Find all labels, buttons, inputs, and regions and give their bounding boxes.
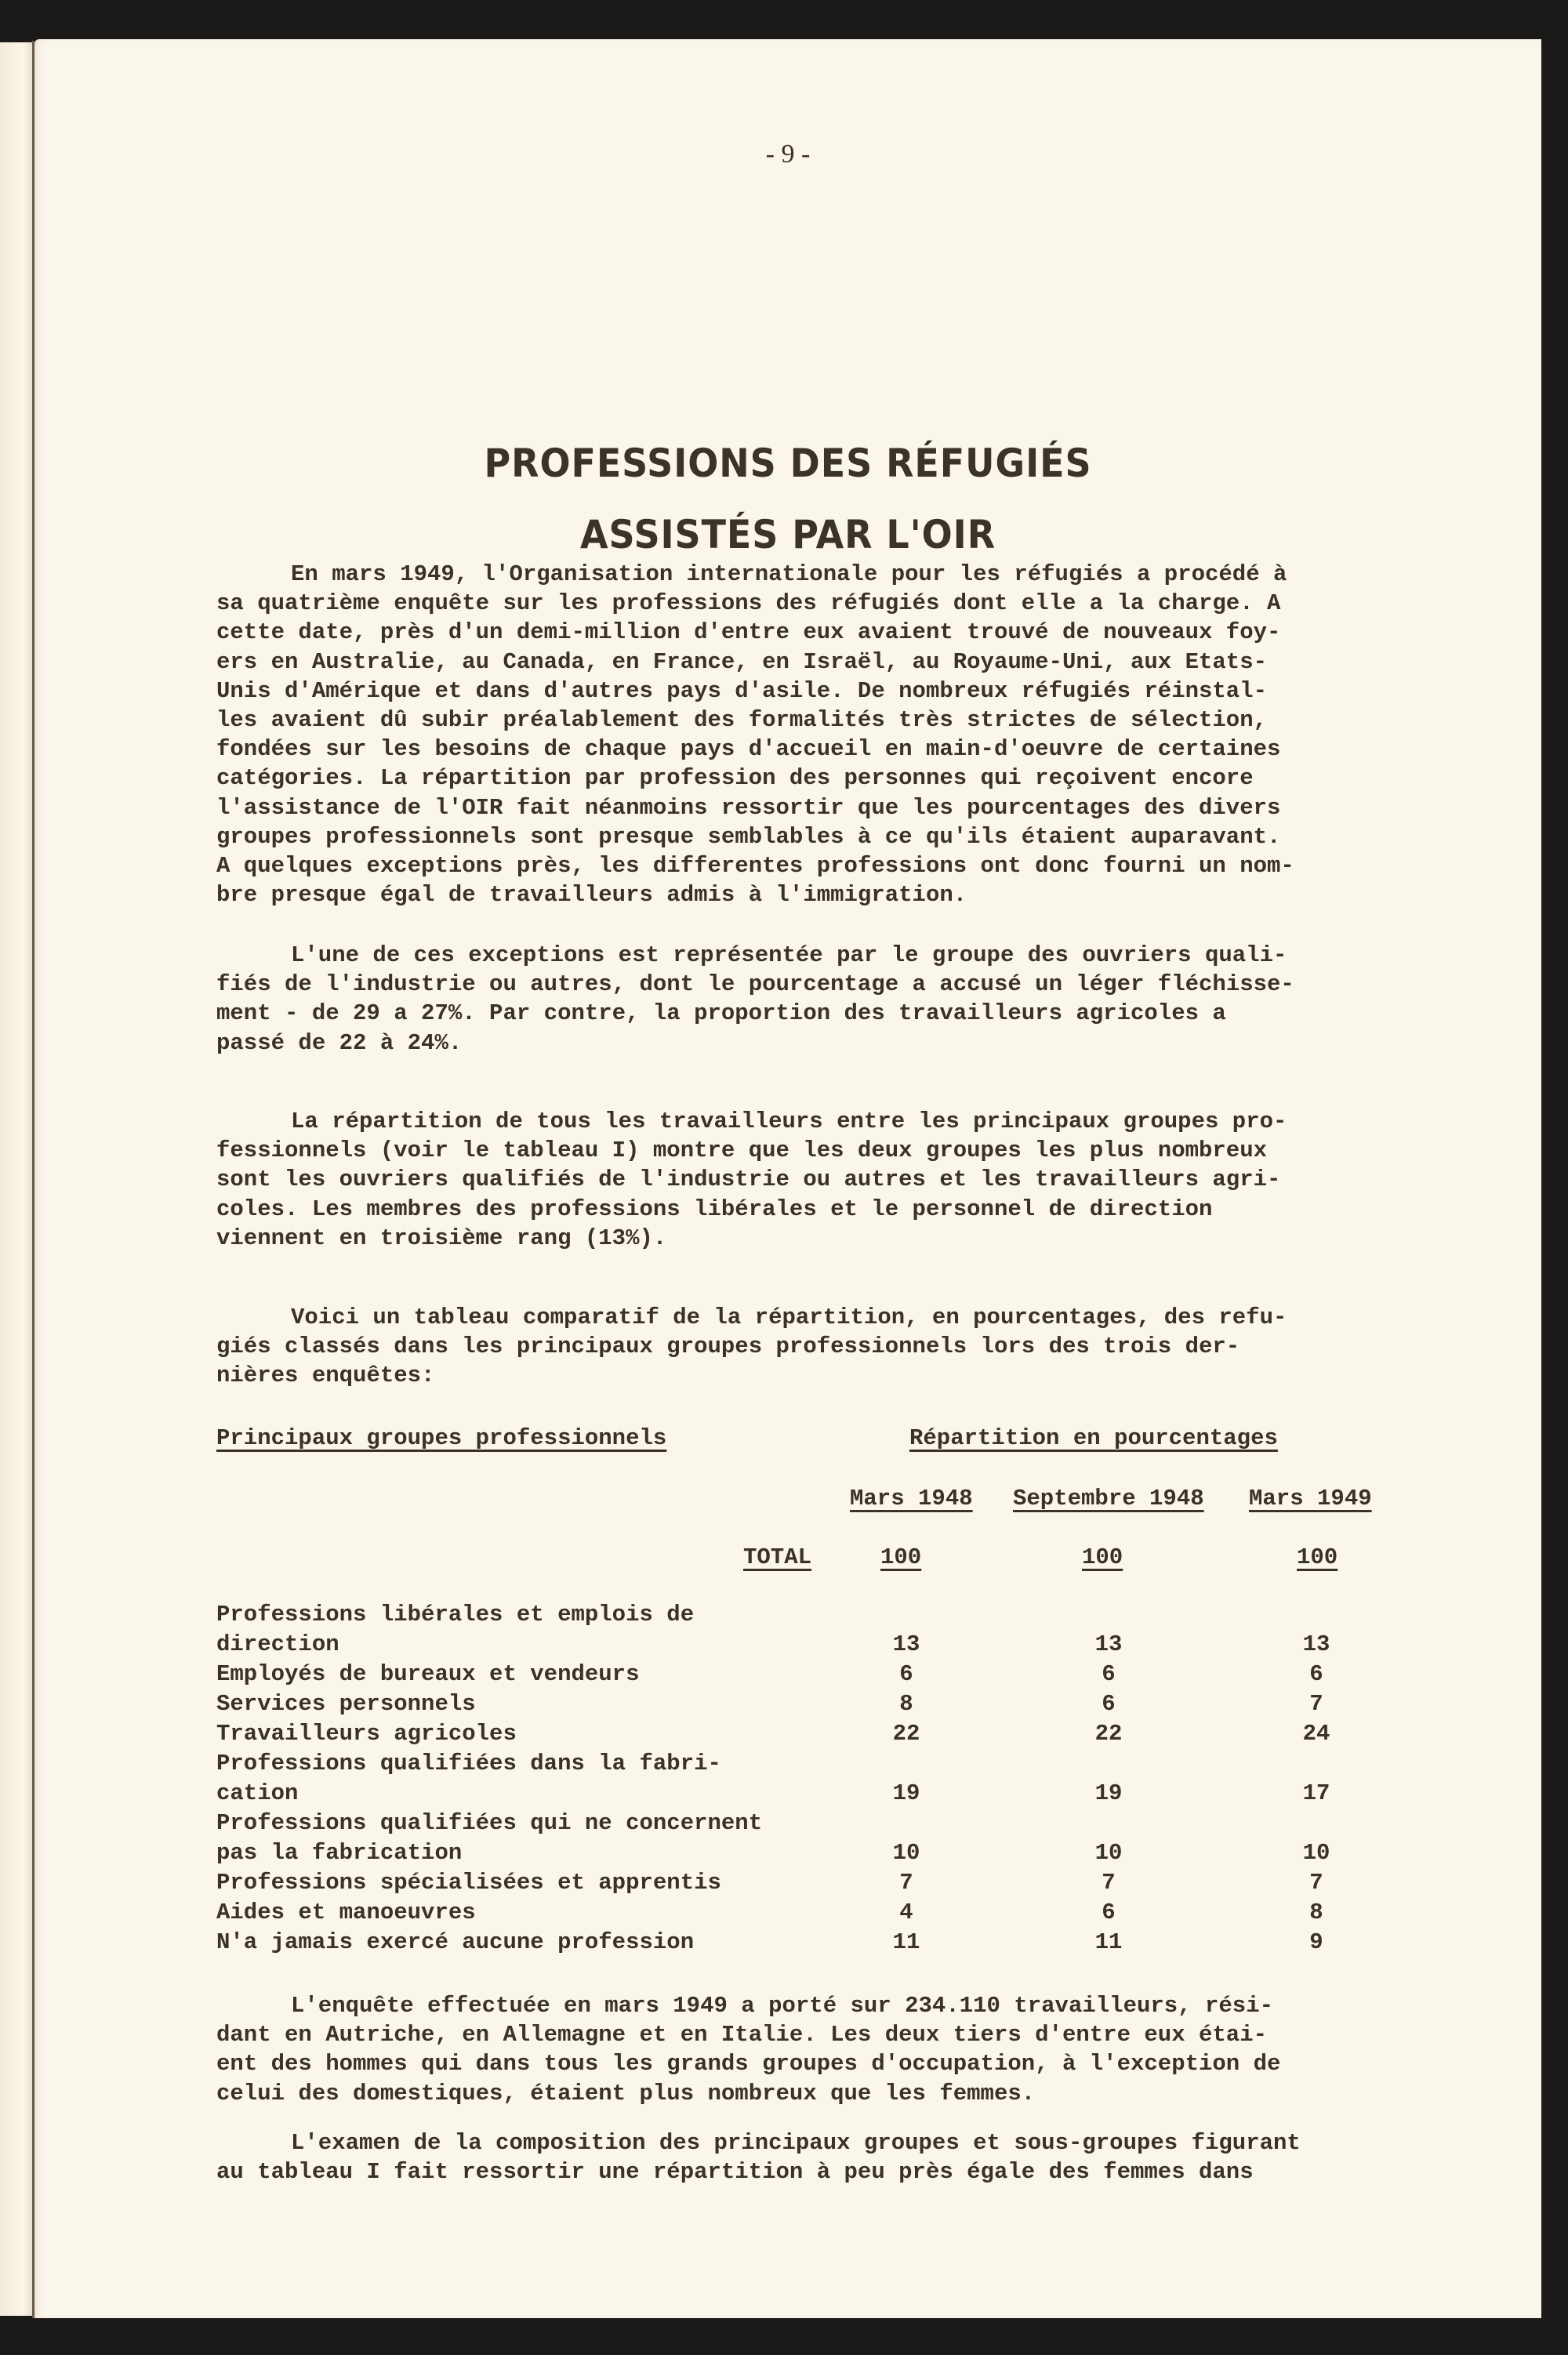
table-cell: 13 <box>892 1631 920 1657</box>
paragraph-composition <box>216 2128 1424 2186</box>
text-line: catégories. La répartition par profession des personnes qui reçoivent encore <box>216 765 1254 792</box>
text-line: celui des domestiques, étaient plus nombreux que les femmes. <box>216 2080 1036 2106</box>
text-line: En mars 1949, l'Organisation internationale pour les réfugiés a procédé à <box>291 561 1287 587</box>
text-line: ent des hommes qui dans tous les grands groupes d'occupation, à l'exception de <box>216 2051 1281 2077</box>
row-label: pas la fabrication <box>216 1840 463 1866</box>
row-label: Travailleurs agricoles <box>216 1721 517 1747</box>
table-cell: 17 <box>1302 1780 1330 1806</box>
table-cell: 11 <box>892 1929 920 1955</box>
table-cell: 13 <box>1094 1631 1123 1657</box>
total-mars-1948: 100 <box>880 1544 922 1570</box>
page-title-line-1: PROFESSIONS DES RÉFUGIÉS <box>484 441 1092 486</box>
table-cell: 22 <box>1094 1721 1123 1747</box>
text-line: giés classés dans les principaux groupes professionnels lors des trois der- <box>216 1334 1240 1360</box>
page-title-line-2: ASSISTÉS PAR L'OIR <box>579 512 996 557</box>
table-cell: 6 <box>1102 1661 1116 1687</box>
text-line: Voici un tableau comparatif de la répartition, en pourcentages, des refu- <box>291 1305 1287 1330</box>
table-cell: 9 <box>1309 1929 1323 1955</box>
table-cell: 6 <box>899 1661 913 1687</box>
text-line: coles. Les membres des professions libérales et le personnel de direction <box>216 1196 1213 1222</box>
text-line: au tableau I fait ressortir une répartition à peu près égale des femmes dans <box>216 2159 1254 2186</box>
text-line: sa quatrième enquête sur les professions des réfugiés dont elle a la charge. A <box>216 590 1281 617</box>
paragraph-intro <box>216 560 1424 909</box>
table-cell: 7 <box>1309 1870 1323 1896</box>
text-line: nières enquêtes: <box>216 1363 435 1389</box>
table-cell: 19 <box>892 1780 920 1806</box>
text-line: ers en Australie, au Canada, en France, en Israël, au Royaume-Uni, aux Etats- <box>216 648 1268 675</box>
row-label: Aides et manoeuvres <box>216 1900 476 1925</box>
column-header-mars-1948: Mars 1948 <box>850 1486 973 1511</box>
column-header-septembre-1948: Septembre 1948 <box>1013 1486 1204 1511</box>
table-cell: 24 <box>1302 1721 1330 1747</box>
table-cell: 10 <box>892 1840 920 1866</box>
text-line: groupes professionnels sont presque semblables à ce qu'ils étaient auparavant. <box>216 823 1281 850</box>
table-cell: 6 <box>1309 1661 1323 1687</box>
table-cell: 8 <box>899 1691 913 1717</box>
row-label: Employés de bureaux et vendeurs <box>216 1661 640 1687</box>
text-line: La répartition de tous les travailleurs entre les principaux groupes pro- <box>291 1109 1287 1134</box>
facing-page-edge <box>0 42 33 2316</box>
row-label: N'a jamais exercé aucune profession <box>216 1929 695 1955</box>
document-page <box>34 39 1541 2318</box>
table-cell: 6 <box>1102 1691 1116 1717</box>
table-cell: 4 <box>899 1900 913 1925</box>
table-cell: 22 <box>892 1721 920 1747</box>
paragraph-exceptions <box>216 941 1424 1058</box>
table-header-groups: Principaux groupes professionnels <box>216 1425 667 1451</box>
table-cell: 6 <box>1102 1900 1116 1925</box>
text-line: dant en Autriche, en Allemagne et en Italie. Les deux tiers d'entre eux étai- <box>216 2022 1268 2048</box>
table-cell: 7 <box>1309 1691 1323 1717</box>
text-line: Unis d'Amérique et dans d'autres pays d'asile. De nombreux réfugiés réinstal- <box>216 677 1268 704</box>
row-label: direction <box>216 1631 339 1657</box>
table-header-distribution: Répartition en pourcentages <box>909 1425 1278 1451</box>
row-label: Professions qualifiées dans la fabri- <box>216 1751 721 1776</box>
text-line: fessionnels (voir le tableau I) montre que les deux groupes les plus nombreux <box>216 1138 1268 1164</box>
text-line: bre presque égal de travailleurs admis à l'immigration. <box>216 882 967 909</box>
text-line: passé de 22 à 24%. <box>216 1029 463 1056</box>
table-cell: 10 <box>1302 1840 1330 1866</box>
text-line: ment - de 29 a 27%. Par contre, la proportion des travailleurs agricoles a <box>216 1000 1226 1027</box>
total-septembre-1948: 100 <box>1082 1544 1123 1570</box>
text-line: L'enquête effectuée en mars 1949 a porté sur 234.110 travailleurs, rési- <box>291 1993 1274 2019</box>
table-cell: 13 <box>1302 1631 1330 1657</box>
text-line: A quelques exceptions près, les differentes professions ont donc fourni un nom- <box>216 853 1294 880</box>
paragraph-table-intro <box>216 1303 1424 1391</box>
table-cell: 19 <box>1094 1780 1123 1806</box>
text-line: les avaient dû subir préalablement des formalités très strictes de sélection, <box>216 707 1268 734</box>
text-line: fiés de l'industrie ou autres, dont le pourcentage a accusé un léger fléchisse- <box>216 971 1294 998</box>
text-line: viennent en troisième rang (13%). <box>216 1225 667 1251</box>
table-cell: 7 <box>899 1870 913 1896</box>
paragraph-survey-details <box>216 1991 1424 2108</box>
text-line: fondées sur les besoins de chaque pays d'accueil en main-d'oeuvre de certaines <box>216 736 1281 763</box>
column-header-mars-1949: Mars 1949 <box>1249 1486 1372 1511</box>
row-label: Professions qualifiées qui ne concernent <box>216 1810 763 1836</box>
text-line: l'assistance de l'OIR fait néanmoins ressortir que les pourcentages des divers <box>216 794 1281 821</box>
page-number: - 9 - <box>765 140 811 169</box>
text-line: sont les ouvriers qualifiés de l'industrie ou autres et les travailleurs agri- <box>216 1167 1281 1193</box>
table-cell: 8 <box>1309 1900 1323 1925</box>
total-mars-1949: 100 <box>1297 1544 1338 1570</box>
text-line: cette date, près d'un demi-million d'entre eux avaient trouvé de nouveaux foy- <box>216 619 1281 646</box>
text-line: L'examen de la composition des principaux groupes et sous-groupes figurant <box>291 2130 1301 2156</box>
total-label: TOTAL <box>743 1544 812 1570</box>
row-label: Professions libérales et emplois de <box>216 1602 695 1627</box>
row-label: Services personnels <box>216 1691 476 1717</box>
table-cell: 10 <box>1094 1840 1123 1866</box>
table-cell: 7 <box>1102 1870 1116 1896</box>
table-cell: 11 <box>1094 1929 1123 1955</box>
paragraph-distribution <box>216 1107 1424 1253</box>
row-label: Professions spécialisées et apprentis <box>216 1870 721 1896</box>
text-line: L'une de ces exceptions est représentée par le groupe des ouvriers quali- <box>291 942 1287 968</box>
row-label: cation <box>216 1780 299 1806</box>
